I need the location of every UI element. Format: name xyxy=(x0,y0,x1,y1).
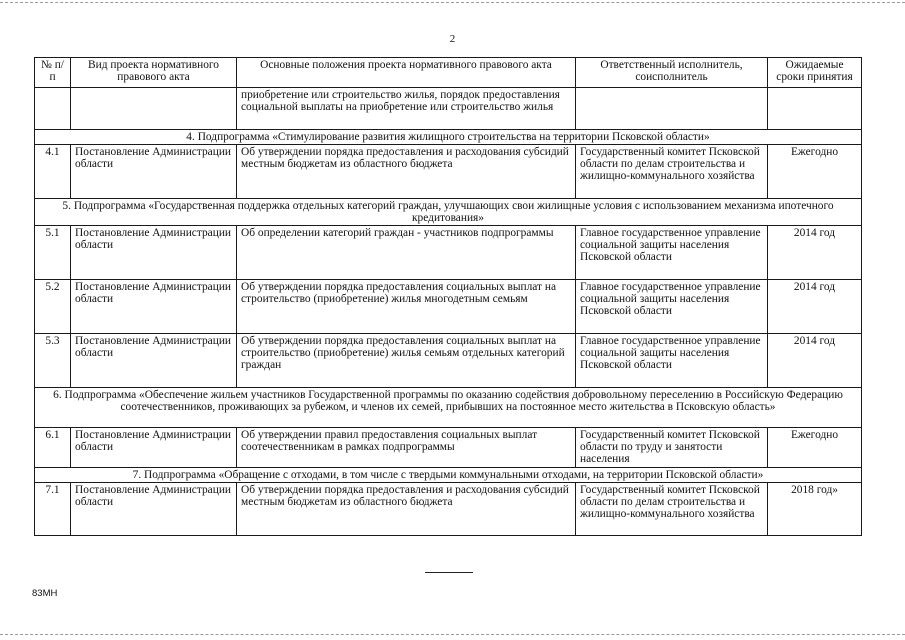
cell-act-type xyxy=(71,88,237,130)
end-of-text-rule xyxy=(425,572,473,573)
cell-term: 2014 год xyxy=(768,280,862,334)
table-row xyxy=(35,334,862,388)
cell-act-type: Постановление Администрации области xyxy=(71,280,237,334)
table-row xyxy=(35,280,862,334)
cell-term: 2014 год xyxy=(768,226,862,280)
cell-term xyxy=(768,88,862,130)
header-term: Ожидаемые сроки принятия xyxy=(768,58,862,88)
cell-number: 5.1 xyxy=(35,226,71,280)
header-act-type: Вид проекта нормативного правового акта xyxy=(71,58,237,88)
section-title: 4. Подпрограмма «Стимулирование развития жилищного строительства на территории Псковской области» xyxy=(35,130,862,145)
section-row-5 xyxy=(35,199,862,226)
header-number: № п/п xyxy=(35,58,71,88)
cell-number: 5.3 xyxy=(35,334,71,388)
cell-act-type: Постановление Администрации области xyxy=(71,483,237,536)
cell-number xyxy=(35,88,71,130)
cell-act-content: Об утверждении порядка предоставления и расходования субсидий местным бюджетам из областного бюджета xyxy=(237,483,576,536)
table-header-row xyxy=(35,58,862,88)
cell-term: Ежегодно xyxy=(768,428,862,468)
cell-executor: Государственный комитет Псковской области по делам строительства и жилищно-коммунального хозяйства xyxy=(576,483,768,536)
cell-act-content: Об определении категорий граждан - участников подпрограммы xyxy=(237,226,576,280)
cell-act-content: Об утверждении порядка предоставления социальных выплат на строительство (приобретение) жилья семьям отдельных категорий граждан xyxy=(237,334,576,388)
table-row-continuation xyxy=(35,88,862,130)
cell-number: 7.1 xyxy=(35,483,71,536)
section-title: 7. Подпрограмма «Обращение с отходами, в том числе с твердыми коммунальными отходами, на территории Псковской области» xyxy=(35,468,862,483)
section-row-4 xyxy=(35,130,862,145)
scan-edge-bottom xyxy=(0,634,905,635)
cell-number: 5.2 xyxy=(35,280,71,334)
scan-edge-top xyxy=(0,2,905,3)
cell-executor: Государственный комитет Псковской области по труду и занятости населения xyxy=(576,428,768,468)
cell-executor: Главное государственное управление социальной защиты населения Псковской области xyxy=(576,280,768,334)
cell-executor xyxy=(576,88,768,130)
cell-number: 4.1 xyxy=(35,145,71,199)
cell-act-content: Об утверждении правил предоставления социальных выплат соотечественникам в рамках подпрограммы xyxy=(237,428,576,468)
cell-act-type: Постановление Администрации области xyxy=(71,334,237,388)
cell-number: 6.1 xyxy=(35,428,71,468)
footer-code: 83MH xyxy=(32,588,58,599)
cell-act-type: Постановление Администрации области xyxy=(71,428,237,468)
table-row xyxy=(35,483,862,536)
cell-act-content: приобретение или строительство жилья, порядок предоставления социальной выплаты на приобретение или строительство жилья xyxy=(237,88,576,130)
cell-term: 2014 год xyxy=(768,334,862,388)
cell-executor: Главное государственное управление социальной защиты населения Псковской области xyxy=(576,334,768,388)
cell-act-content: Об утверждении порядка предоставления и расходования субсидий местным бюджетам из областного бюджета xyxy=(237,145,576,199)
cell-executor: Главное государственное управление социальной защиты населения Псковской области xyxy=(576,226,768,280)
cell-act-content: Об утверждении порядка предоставления социальных выплат на строительство (приобретение) жилья многодетным семьям xyxy=(237,280,576,334)
regulatory-acts-table xyxy=(34,57,862,536)
cell-executor: Государственный комитет Псковской области по делам строительства и жилищно-коммунального хозяйства xyxy=(576,145,768,199)
cell-term: Ежегодно xyxy=(768,145,862,199)
cell-term: 2018 год» xyxy=(768,483,862,536)
table-row xyxy=(35,428,862,468)
table-row xyxy=(35,145,862,199)
cell-act-type: Постановление Администрации области xyxy=(71,145,237,199)
header-act-content: Основные положения проекта нормативного правового акта xyxy=(237,58,576,88)
section-title: 5. Подпрограмма «Государственная поддержка отдельных категорий граждан, улучшающих свои жилищные условия с использованием механизма ипотечного кредитования» xyxy=(35,199,862,226)
section-row-7 xyxy=(35,468,862,483)
section-title: 6. Подпрограмма «Обеспечение жильем участников Государственной программы по оказанию содействия добровольному переселению в Российскую Федерацию соотечественников, проживающих за рубежом, и членов их семей, прибывших на постоянное место жительства в Псковскую область» xyxy=(35,388,862,428)
section-row-6 xyxy=(35,388,862,428)
header-executor: Ответственный исполнитель, соисполнитель xyxy=(576,58,768,88)
table-row xyxy=(35,226,862,280)
cell-act-type: Постановление Администрации области xyxy=(71,226,237,280)
page-number: 2 xyxy=(449,33,456,45)
